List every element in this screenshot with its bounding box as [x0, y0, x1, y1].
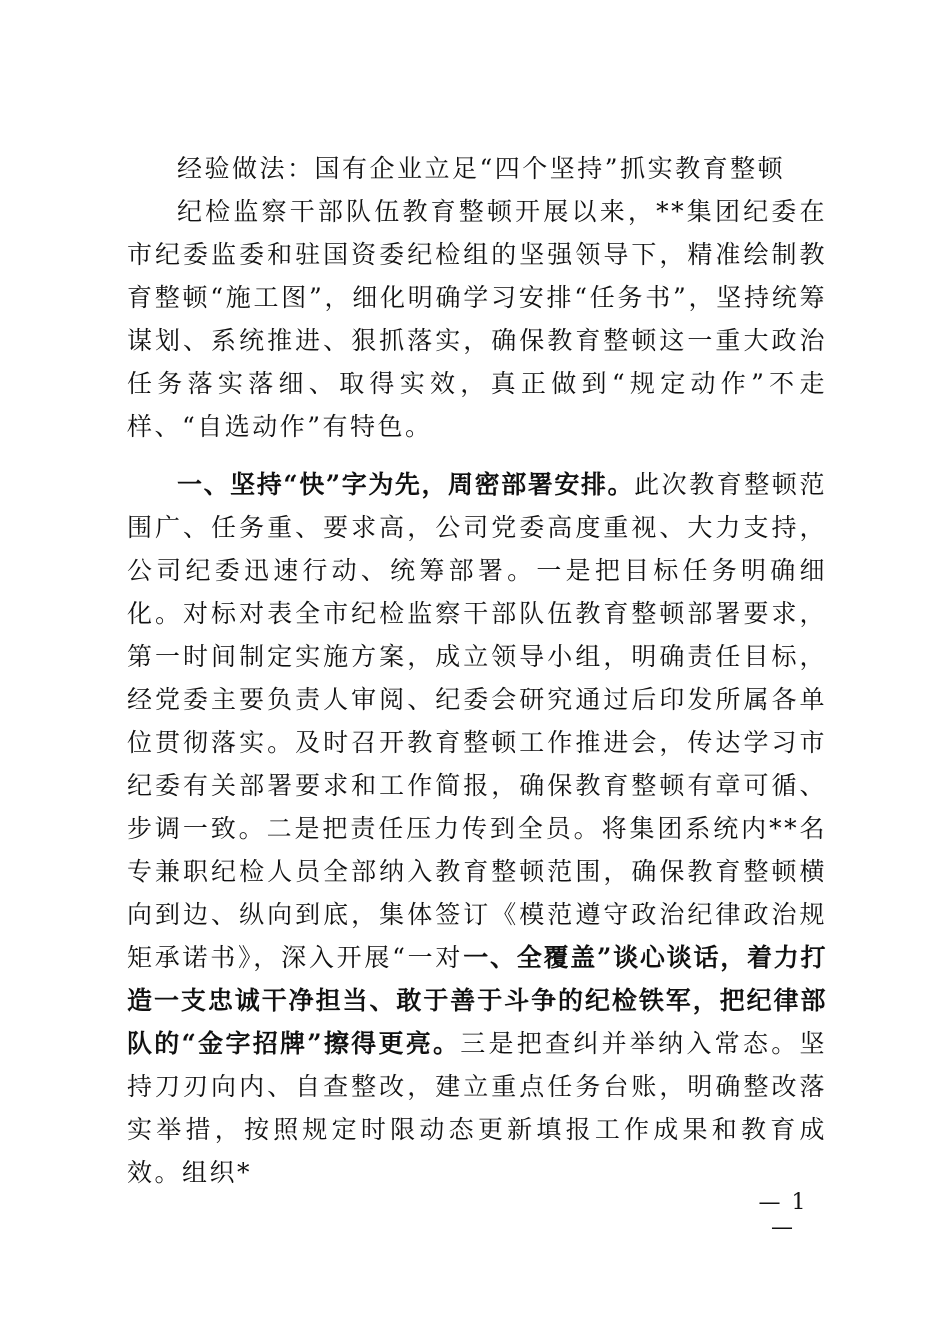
- intro-paragraph: 纪检监察干部队伍教育整顿开展以来，**集团纪委在市纪委监委和驻国资委纪检组的坚强领导下，精准绘制教育整顿“施工图”，细化明确学习安排“任务书”，坚持统筹谋划、系统推进、狠抓落实，确保教育整顿这一重大政治任务落实落细、取得实效，真正做到“规定动作”不走样、“自选动作”有特色。: [127, 197, 827, 441]
- document-title: 经验做法：国有企业立足“四个坚持”抓实教育整顿: [177, 154, 786, 183]
- page-number: — 1 —: [758, 1190, 808, 1240]
- section-one-text-b: 三是把查纠并举纳入常态。坚持刀刃向内、自查整改，建立重点任务台账，明确整改落实举措，按照规定时限动态更新填报工作成果和教育成效。组织*: [127, 1029, 827, 1187]
- document-body: [127, 147, 827, 1194]
- section-one-bold-text: 一、全覆盖”谈心谈话，着力打造一支忠诚干净担当、敢于善于斗争的纪检铁军，把纪律部队的“金字招牌”擦得更亮。: [127, 943, 827, 1058]
- section-one-text-a: 此次教育整顿范围广、任务重、要求高，公司党委高度重视、大力支持，公司纪委迅速行动、统筹部署。一是把目标任务明确细化。对标对表全市纪检监察干部队伍教育整顿部署要求，第一时间制定实施方案，成立领导小组，明确责任目标，经党委主要负责人审阅、纪委会研究通过后印发所属各单位贯彻落实。及时召开教育整顿工作推进会，传达学习市纪委有关部署要求和工作简报，确保教育整顿有章可循、步调一致。二是把责任压力传到全员。将集团系统内**名专兼职纪检人员全部纳入教育整顿范围，确保教育整顿横向到边、纵向到底，集体签订《模范遵守政治纪律政治规矩承诺书》，深入开展“一对: [127, 470, 827, 972]
- section-one-paragraph: [127, 463, 827, 1194]
- section-one-heading: 一、坚持“快”字为先，周密部署安排。: [177, 470, 635, 499]
